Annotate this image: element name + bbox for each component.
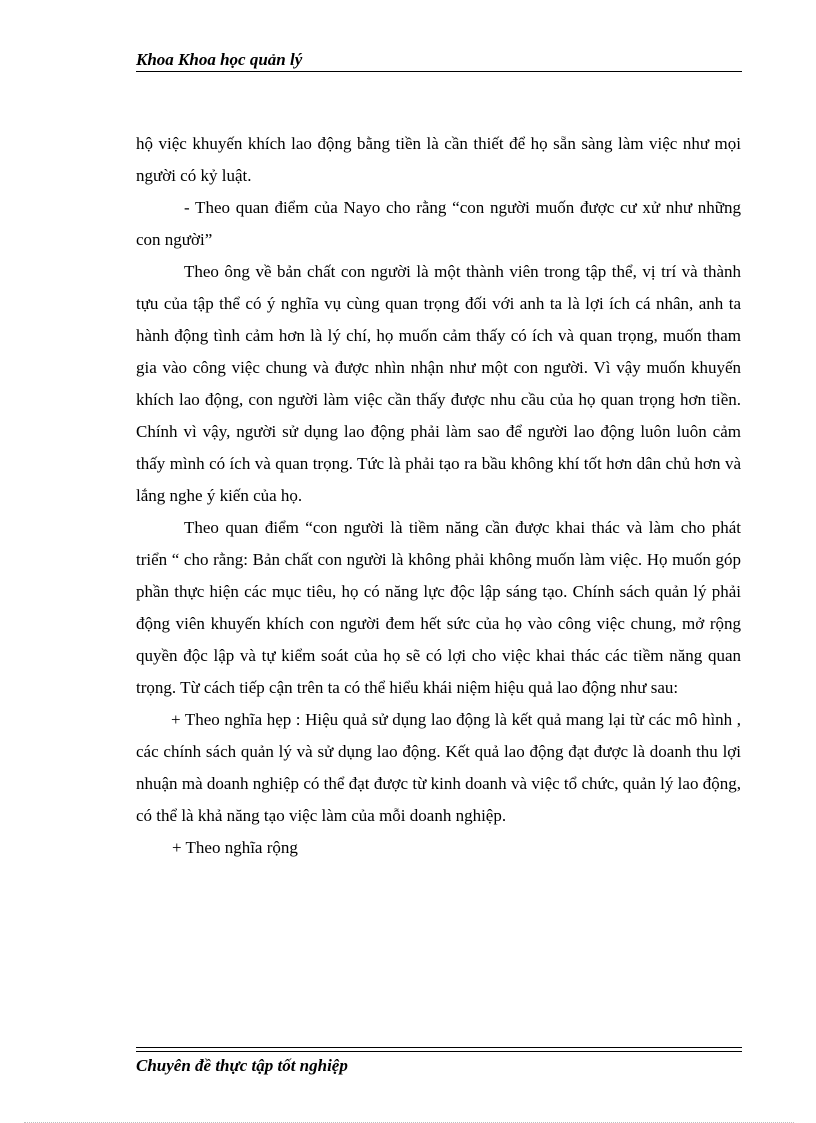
paragraph-1: hộ việc khuyến khích lao động bằng tiền là cần thiết để họ sẵn sàng làm việc như mọi người có kỷ luật. — [136, 134, 741, 185]
paragraph-6: + Theo nghĩa rộng — [172, 838, 298, 857]
document-body — [136, 128, 741, 864]
paragraph-2: - Theo quan điểm của Nayo cho rằng “con người muốn được cư xử như những con người” — [136, 198, 741, 249]
footer-divider-thin — [136, 1051, 742, 1052]
paragraph-4: Theo quan điểm “con người là tiềm năng cần được khai thác và làm cho phát triển “ cho rằng: Bản chất con người là không phải không muốn làm việc. Họ muốn góp phần thực hiện các mục tiêu, họ có năng lực độc lập sáng tạo. Chính sách quản lý phải động viên khuyến khích con người đem hết sức của họ vào công việc chung, mở rộng quyền độc lập và tự kiểm soát của họ sẽ có lợi cho việc khai thác các tiềm năng quan trọng. Từ cách tiếp cận trên ta có thể hiểu khái niệm hiệu quả lao động như sau: — [136, 518, 741, 697]
footer-divider-thick — [136, 1047, 742, 1048]
footer-title: Chuyên đề thực tập tốt nghiệp — [136, 1056, 348, 1075]
header-divider — [136, 71, 742, 72]
header-title: Khoa Khoa học quản lý — [136, 50, 303, 69]
paragraph-5: + Theo nghĩa hẹp : Hiệu quả sử dụng lao động là kết quả mang lại từ các mô hình , các chính sách quản lý và sử dụng lao động. Kết quả lao động đạt được là doanh thu lợi nhuận mà doanh nghiệp có thể đạt được từ kinh doanh và việc tổ chức, quản lý lao động, có thể là khả năng tạo việc làm của mỗi doanh nghiệp. — [136, 710, 741, 825]
paragraph-3: Theo ông về bản chất con người là một thành viên trong tập thể, vị trí và thành tựu của tập thể có ý nghĩa vụ cùng quan trọng đối với anh ta là lợi ích cá nhân, anh ta hành động tình cảm hơn là lý chí, họ muốn cảm thấy có ích và quan trọng, muốn tham gia vào công việc chung và được nhìn nhận như một con người. Vì vậy muốn khuyến khích lao động, con người làm việc cần thấy được nhu cầu của họ quan trọng hơn tiền. Chính vì vậy, người sử dụng lao động phải làm sao để người lao động luôn luôn cảm thấy mình có ích và quan trọng. Tức là phải tạo ra bầu không khí tốt hơn dân chủ hơn và lắng nghe ý kiến của họ. — [136, 262, 741, 505]
